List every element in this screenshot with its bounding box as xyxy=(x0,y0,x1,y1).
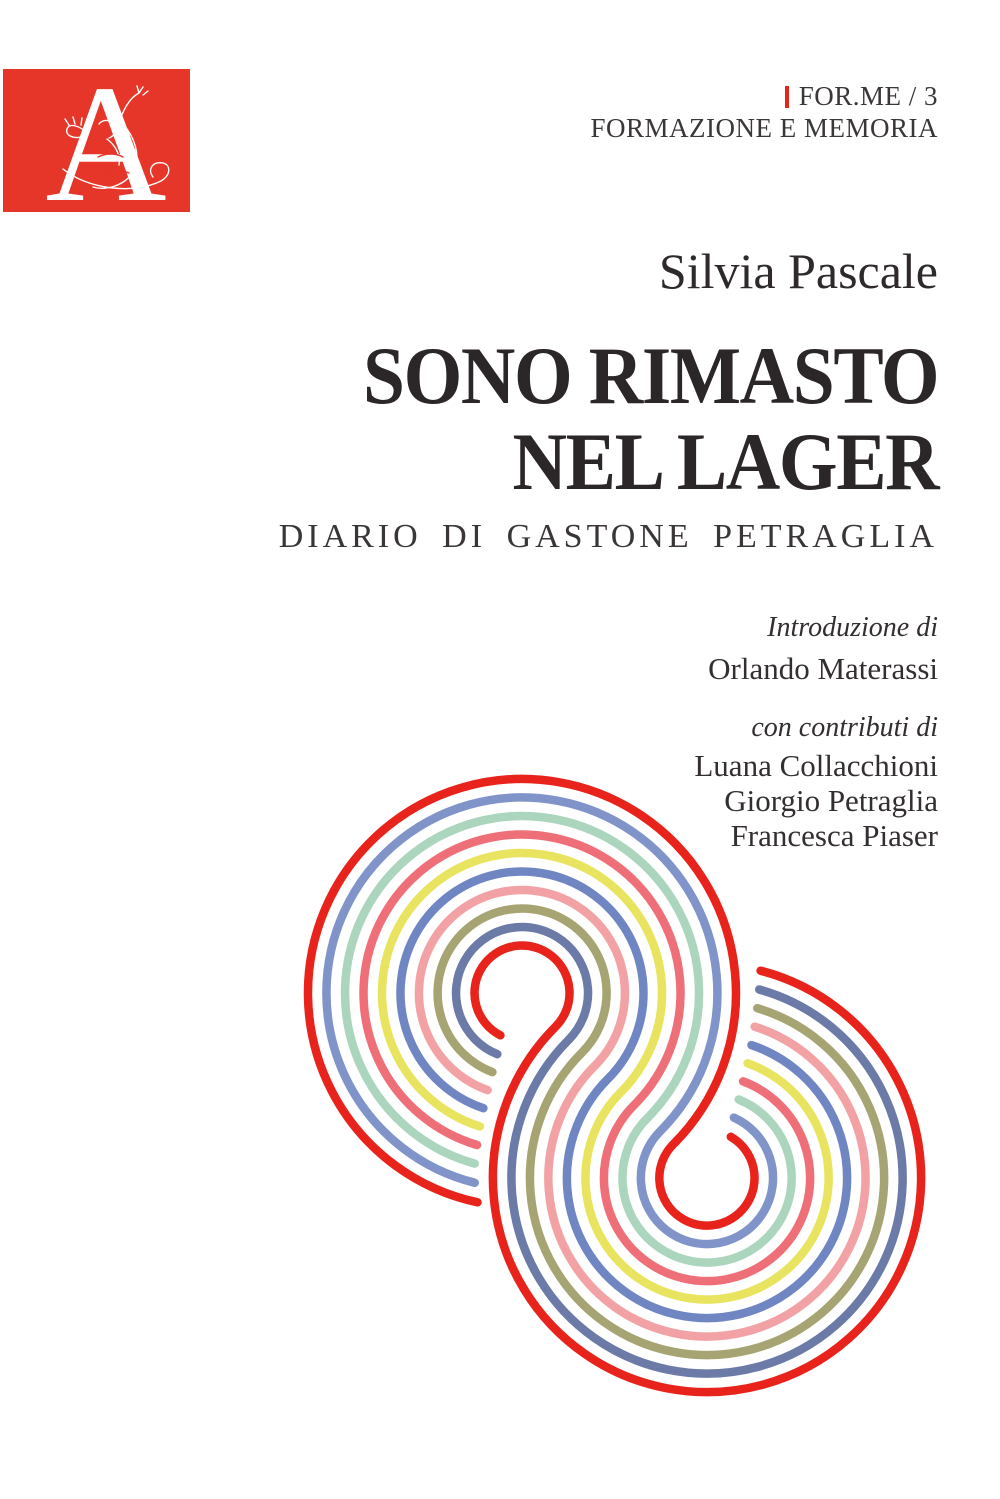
aracne-logo xyxy=(3,69,190,212)
title-line1: SONO RIMASTO xyxy=(362,330,938,421)
author-name: Silvia Pascale xyxy=(658,243,938,299)
title-line2: NEL LAGER xyxy=(512,416,938,507)
series-block xyxy=(591,80,939,144)
contributors-block xyxy=(694,708,938,853)
spiral-strand xyxy=(345,816,792,1263)
series-line2: FORMAZIONE E MEMORIA xyxy=(590,113,938,143)
logo-letter: A xyxy=(45,69,167,212)
series-line1 xyxy=(591,80,939,112)
series-name: FOR.ME / 3 xyxy=(798,81,938,111)
introduction-label: Introduzione di xyxy=(767,612,938,643)
book-subtitle: DIARIO DI GASTONE PETRAGLIA xyxy=(278,518,938,555)
spiral-strand xyxy=(456,927,903,1374)
series-accent-bar xyxy=(785,86,789,108)
contributor-name: Giorgio Petraglia xyxy=(724,783,938,818)
spiral-strand xyxy=(438,908,885,1355)
spiral-strand xyxy=(326,797,773,1244)
spiral-strand xyxy=(382,853,829,1300)
introduction-block xyxy=(708,607,938,689)
contributor-name: Luana Collacchioni xyxy=(694,748,938,783)
spiral-strand xyxy=(364,835,811,1282)
book-title xyxy=(362,330,938,507)
spiral-strand xyxy=(308,779,755,1226)
contributor-name: Francesca Piaser xyxy=(730,818,938,853)
spiral-strand xyxy=(400,871,847,1318)
contributors-label: con contributi di xyxy=(751,712,938,743)
spiral-strand xyxy=(475,946,922,1393)
spiral-strand xyxy=(419,890,866,1337)
introduction-name: Orlando Materassi xyxy=(708,651,938,686)
